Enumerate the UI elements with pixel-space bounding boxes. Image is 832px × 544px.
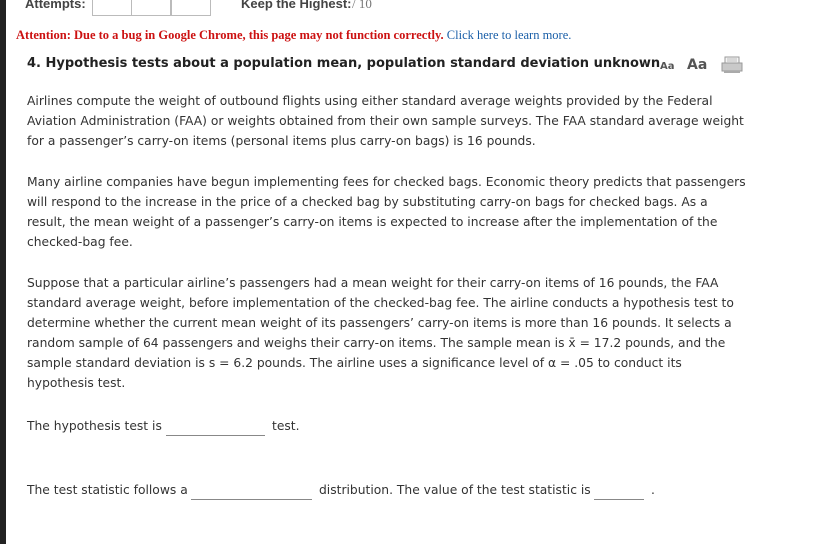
- q2-middle: distribution. The value of the test statistic is: [319, 483, 591, 497]
- paragraph-faa-weights: Airlines compute the weight of outbound flights using either standard average weights provided by the Federal Aviation Administration (FAA) or weights obtained from their own sample surveys. The FAA standard average weight for a passenger’s carry-on items (personal items plus carry-on bags) is 16 pounds.: [27, 94, 744, 148]
- keep-highest-label: Keep the Highest:: [241, 0, 352, 11]
- keep-highest-value: / 10: [352, 0, 372, 11]
- font-size-small-button[interactable]: Aa: [660, 61, 675, 72]
- q1-prefix: The hypothesis test is: [27, 419, 162, 433]
- attempt-box: [171, 0, 211, 16]
- notice-warning: Attention: Due to a bug in Google Chrome, this page may not function correctly.: [16, 28, 444, 42]
- q1-suffix: test.: [272, 419, 300, 433]
- learn-more-link[interactable]: Click here to learn more.: [446, 28, 572, 42]
- attempts-label: Attempts:: [25, 0, 86, 11]
- attempts-strip: [6, 0, 832, 18]
- attempt-box: [92, 0, 132, 16]
- paragraph-checked-bag-fees: Many airline companies have begun implementing fees for checked bags. Economic theory predicts that passengers will respond to the increase in the price of a checked bag by substituting carry-on bags for checked bags. As a result, the mean weight of a passenger’s carry-on items is expected to increase after the implementation of the checked-bag fee.: [27, 175, 746, 249]
- browser-notice: [16, 28, 571, 43]
- test-statistic-input[interactable]: [594, 483, 644, 500]
- print-icon[interactable]: [721, 56, 743, 74]
- attempt-box: [131, 0, 171, 16]
- q2-suffix: .: [651, 483, 655, 497]
- distribution-dropdown[interactable]: [191, 483, 312, 500]
- paragraph-sample-scenario: Suppose that a particular airline’s passengers had a mean weight for their carry-on items of 16 pounds, the FAA standard average weight, before implementation of the checked-bag fee. The airline conducts a hypothesis test to determine whether the current mean weight of its passengers’ carry-on items is more than 16 pounds. It selects a random sample of 64 passengers and weighs their carry-on items. The sample mean is x̄ = 17.2 pounds, and the sample standard deviation is s = 6.2 pounds. The airline uses a significance level of α = .05 to conduct its hypothesis test.: [27, 276, 734, 390]
- test-type-dropdown[interactable]: [166, 419, 265, 436]
- left-edge-bar: [0, 0, 6, 544]
- question-title: 4. Hypothesis tests about a population mean, population standard deviation unknown: [27, 56, 661, 71]
- font-size-large-button[interactable]: Aa: [687, 57, 708, 73]
- q2-prefix: The test statistic follows a: [27, 483, 188, 497]
